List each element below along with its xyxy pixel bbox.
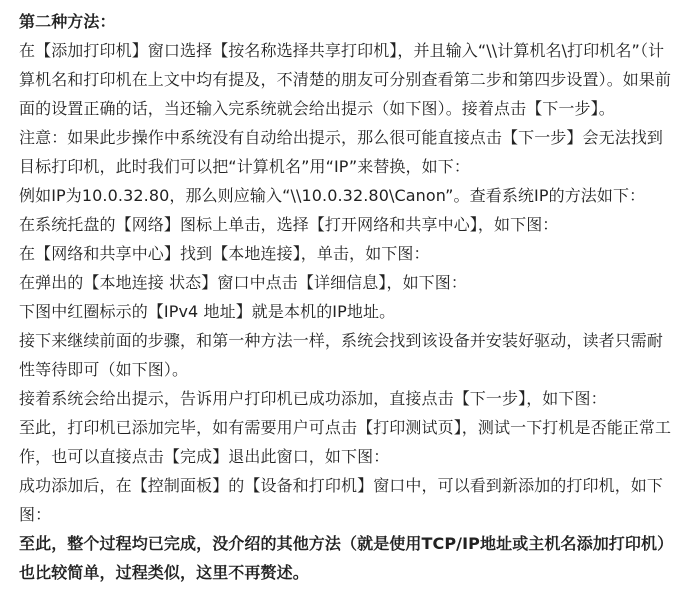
- paragraph-install-driver: 接下来继续前面的步骤，和第一种方法一样，系统会找到该设备并安装好驱动，读者只需耐性等待即可（如下图）。: [19, 331, 664, 379]
- paragraph-test-page: 至此，打印机已添加完毕，如有需要用户可点击【打印测试页】，测试一下打机是否能正常工作，也可以直接点击【完成】退出此窗口，如下图：: [19, 418, 672, 466]
- paragraph-share-printer-input: 在【添加打印机】窗口选择【按名称选择共享打印机】，并且输入“\\计算机名\打印机名”（计算机名和打印机在上文中均有提及，不清楚的朋友可分别查看第二步和第四步设置）。如果前面的设置正确的话，当还输入完系统就会给出提示（如下图）。接着点击【下一步】。: [19, 41, 672, 118]
- paragraph-ipv4-address: 下图中红圈标示的【IPv4 地址】就是本机的IP地址。: [19, 302, 396, 321]
- paragraph-tray-network: 在系统托盘的【网络】图标上单击，选择【打开网络和共享中心】，如下图：: [19, 215, 559, 234]
- paragraph-devices-printers: 成功添加后，在【控制面板】的【设备和打印机】窗口中，可以看到新添加的打印机，如下图：: [19, 476, 664, 524]
- paragraph-ip-example: 例如IP为10.0.32.80，那么则应输入“\\10.0.32.80\Canon”。查看系统IP的方法如下：: [19, 186, 646, 205]
- paragraph-connection-status: 在弹出的【本地连接 状态】窗口中点击【详细信息】，如下图：: [19, 273, 467, 292]
- conclusion-paragraph: 至此，整个过程均已完成，没介绍的其他方法（就是使用TCP/IP地址或主机名添加打印机）也比较简单，过程类似，这里不再赘述。: [19, 534, 674, 582]
- section-heading: 第二种方法：: [19, 12, 116, 31]
- paragraph-local-connection: 在【网络和共享中心】找到【本地连接】，单击，如下图：: [19, 244, 430, 263]
- paragraph-success-prompt: 接着系统会给出提示，告诉用户打印机已成功添加，直接点击【下一步】，如下图：: [19, 389, 607, 408]
- paragraph-note-ip-replace: 注意：如果此步操作中系统没有自动给出提示，那么很可能直接点击【下一步】会无法找到目标打印机，此时我们可以把“计算机名”用“IP”来替换，如下：: [19, 128, 664, 176]
